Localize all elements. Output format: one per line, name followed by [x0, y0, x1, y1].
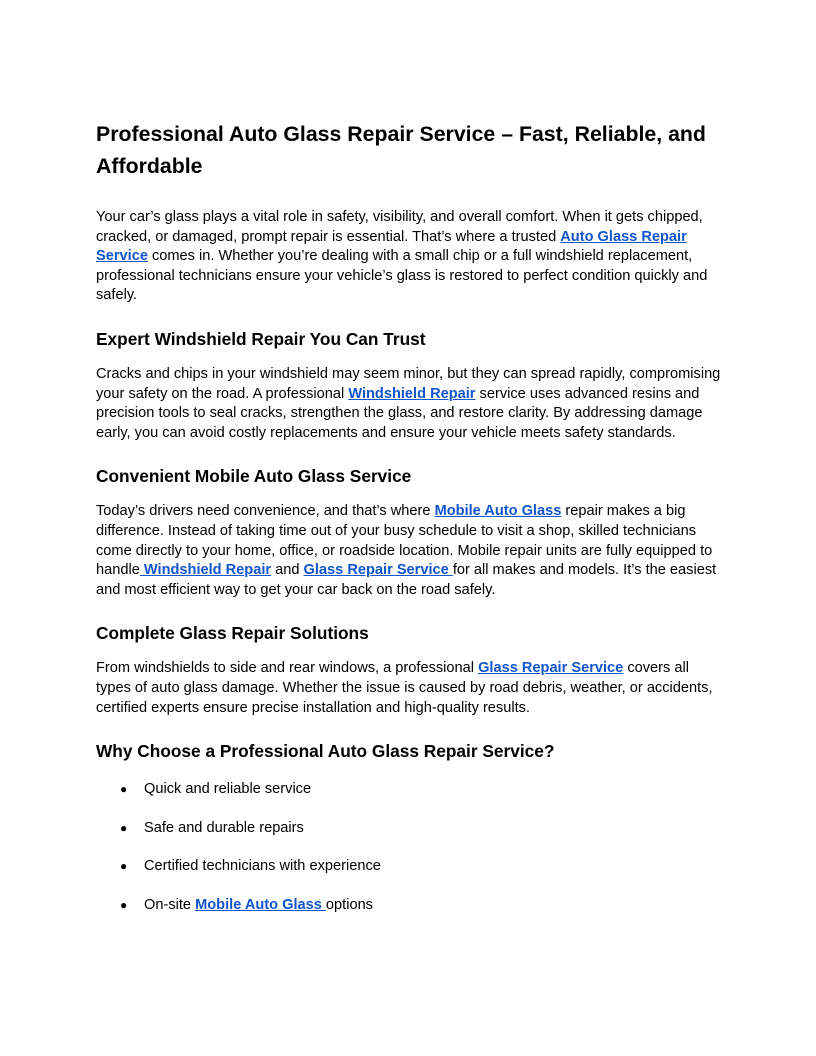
section2-text-1: Today’s drivers need convenience, and that’s where [96, 503, 435, 520]
list-item [96, 857, 726, 877]
heading-why-choose: Why Choose a Professional Auto Glass Repair Service? [96, 741, 555, 762]
heading-expert-windshield-repair: Expert Windshield Repair You Can Trust [96, 328, 426, 349]
list-item-text: Certified technicians with experience [144, 858, 381, 875]
glass-repair-solutions-paragraph [96, 659, 726, 718]
section1-text-1: Cracks and chips in your windshield may seem minor, but they can spread rapidly, compromising your safety on the road. A professional [96, 365, 721, 402]
section3-text-2: covers all types of auto glass damage. Whether the issue is caused by road debris, weather, or accidents, certified experts ensure precise installation and high-quality results. [96, 660, 713, 716]
heading-mobile-auto-glass: Convenient Mobile Auto Glass Service [96, 466, 412, 487]
list-item-text: Safe and durable repairs [144, 819, 304, 836]
section1-text-2: service uses advanced resins and precision tools to seal cracks, strengthen the glass, and restore clarity. By addressing damage early, you can avoid costly replacements and ensure your vehicle meets safety standards. [96, 385, 703, 441]
auto-glass-repair-service-link[interactable]: Auto Glass Repair Service [96, 228, 687, 265]
bullet-icon: ● [120, 897, 128, 912]
windshield-repair-link[interactable]: Windshield Repair [348, 385, 476, 402]
bullet-icon: ● [120, 782, 128, 797]
document-page [96, 118, 726, 934]
intro-paragraph [96, 208, 726, 306]
intro-text-1: Your car’s glass plays a vital role in safety, visibility, and overall comfort. When it gets chipped, cracked, or damaged, prompt repair is essential. That’s where a trusted [96, 209, 703, 245]
mobile-auto-glass-link-2[interactable]: Mobile Auto Glass [195, 896, 326, 913]
list-item [96, 780, 726, 800]
list-item-text: Quick and reliable service [144, 781, 312, 798]
glass-repair-service-link[interactable]: Glass Repair Service [303, 562, 453, 579]
benefits-list [96, 780, 726, 915]
bullet-icon: ● [120, 859, 128, 874]
bullet-icon: ● [120, 820, 128, 835]
list-item [96, 819, 726, 839]
windshield-repair-link-2[interactable]: Windshield Repair [139, 562, 272, 579]
section2-text-3: and [271, 562, 304, 579]
list-item-text-start: On-site [144, 896, 196, 913]
windshield-repair-paragraph [96, 365, 726, 443]
intro-text-2: comes in. Whether you’re dealing with a small chip or a full windshield replacement, professional technicians ensure your vehicle’s glass is restored to perfect condition quickly and safely. [96, 248, 708, 304]
section2-text-2: repair makes a big difference. Instead of taking time out of your busy schedule to visit a shop, skilled technicians come directly to your home, office, or roadside location. Mobile repair units are fully equipped to handle [96, 503, 713, 579]
list-item [96, 896, 726, 916]
section3-text-1: From windshields to side and rear windows, a professional [96, 660, 479, 677]
glass-repair-service-link-2[interactable]: Glass Repair Service [478, 660, 624, 677]
list-item-text-end: options [325, 896, 373, 913]
mobile-auto-glass-link[interactable]: Mobile Auto Glass [434, 503, 562, 520]
mobile-auto-glass-paragraph [96, 502, 726, 600]
section2-text-4: for all makes and models. It’s the easiest and most efficient way to get your car back on the road safely. [96, 562, 717, 598]
heading-complete-glass-repair: Complete Glass Repair Solutions [96, 623, 369, 644]
page-title: Professional Auto Glass Repair Service – Fast, Reliable, and Affordable [96, 122, 706, 178]
